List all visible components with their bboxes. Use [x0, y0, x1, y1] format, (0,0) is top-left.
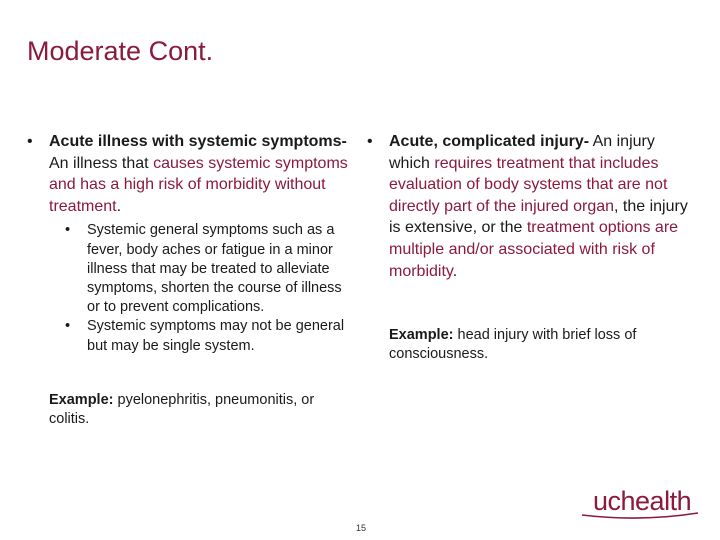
right-highlight-1: requires treatment that includes evaluation of body systems that are not directly part of the injured organ [389, 154, 668, 215]
right-text-1: An injury which [389, 133, 655, 172]
left-text-1: An illness that [49, 154, 154, 172]
slide-title: Moderate Cont. [27, 36, 214, 66]
sub-item-text: Systemic general symptoms such as a fever, body aches or fatigue in a minor illness that may be treated to alleviate symptoms, shorten the course of illness or to prevent complications. [87, 222, 342, 316]
left-highlight-1: causes systemic symptoms and has a high risk of morbidity without treatment [49, 154, 348, 215]
bullet-dot: • [27, 133, 33, 150]
uchealth-logo [580, 486, 700, 522]
right-example [389, 326, 689, 364]
left-example-text: pyelonephritis, pneumonitis, or colitis. [49, 392, 315, 428]
left-main-bullet [27, 131, 357, 217]
right-highlight-2: treatment options are multiple and/or associated with risk of morbidity [389, 219, 679, 280]
bullet-dot: • [65, 318, 71, 335]
left-example-label: Example: [49, 392, 114, 408]
right-heading: Acute, complicated injury- [389, 133, 590, 150]
right-text-2: , the injury is extensive, or the [389, 197, 688, 237]
left-example [49, 391, 349, 429]
right-example-text: head injury with brief loss of consciousness. [389, 327, 637, 363]
right-text-3: . [452, 262, 458, 280]
bullet-dot: • [367, 133, 373, 150]
left-sub-list [27, 221, 357, 355]
right-main-bullet [367, 131, 697, 282]
left-heading: Acute illness with systemic symptoms- [49, 133, 347, 150]
logo-text: uchealth [593, 486, 692, 516]
left-column [27, 131, 357, 356]
bullet-dot: • [65, 222, 71, 239]
sub-list-item [65, 317, 357, 355]
sub-item-text: Systemic symptoms may not be general but may be single system. [87, 318, 345, 354]
page-number: 15 [356, 523, 367, 533]
right-example-label: Example: [389, 327, 454, 343]
logo-swoosh-icon [580, 486, 700, 522]
left-text-2: . [116, 197, 122, 215]
right-column [367, 131, 697, 282]
sub-list-item [65, 221, 357, 317]
